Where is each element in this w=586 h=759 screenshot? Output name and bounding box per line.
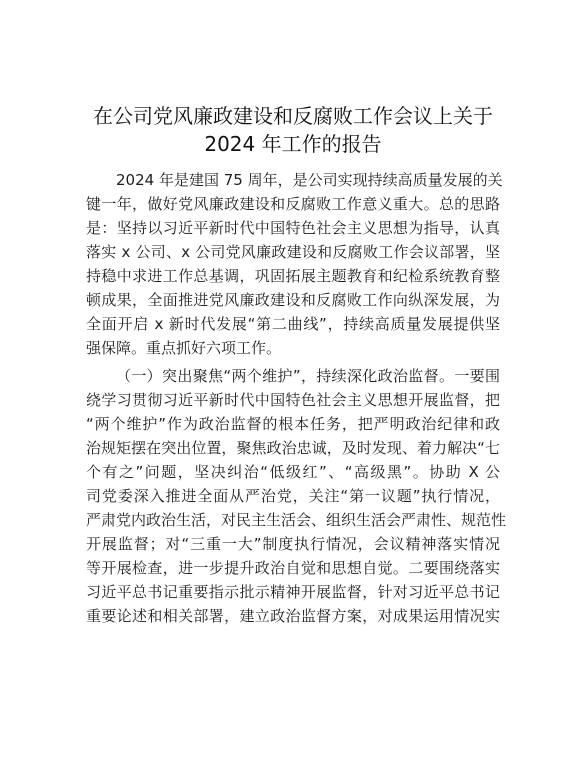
paragraph-line: 绕学习贯彻习近平新时代中国特色社会主义思想开展监督，把 [86, 391, 500, 409]
document-title-line-2: 2024 年工作的报告 [204, 132, 382, 156]
document-title-line-1: 在公司党风廉政建设和反腐败工作会议上关于 [93, 104, 493, 128]
paragraph-line: 司党委深入推进全面从严治党，关注“第一议题”执行情况， [86, 487, 500, 505]
paragraph-line: 等开展检查，进一步提升政治自觉和思想自觉。二要围绕落实 [86, 559, 500, 577]
paragraph-line: “两个维护”作为政治监督的根本任务，把严明政治纪律和政 [86, 415, 500, 433]
paragraph-line: 严肃党内政治生活，对民主生活会、组织生活会严肃性、规范性 [86, 511, 507, 529]
paragraph-line: 开展监督；对“三重一大”制度执行情况，会议精神落实情况 [86, 535, 500, 553]
paragraph-line: 个有之”问题，坚决纠治“低级红”、“高级黑”。协助 X 公 [86, 463, 500, 481]
paragraph-line: 习近平总书记重要指示批示精神开展监督，针对习近平总书记 [86, 583, 500, 601]
paragraph-line: 强保障。重点抓好六项工作。 [86, 339, 282, 357]
paragraph-line: （一）突出聚焦“两个维护”，持续深化政治监督。一要围 [116, 367, 500, 385]
paragraph-line: 持稳中求进工作总基调，巩固拓展主题教育和纪检系统教育整 [86, 267, 500, 285]
paragraph-line: 顿成果，全面推进党风廉政建设和反腐败工作向纵深发展，为 [86, 291, 500, 309]
paragraph-line: 治规矩摆在突出位置，聚焦政治忠诚，及时发现、着力解决“七 [86, 439, 500, 457]
paragraph-line: 全面开启 x 新时代发展“第二曲线”，持续高质量发展提供坚 [86, 315, 500, 333]
paragraph-line: 键一年，做好党风廉政建设和反腐败工作意义重大。总的思路 [86, 195, 500, 213]
paragraph-line: 是：坚持以习近平新时代中国特色社会主义思想为指导，认真 [86, 219, 500, 237]
paragraph-line: 重要论述和相关部署，建立政治监督方案，对成果运用情况实 [86, 607, 500, 625]
paragraph-line: 2024 年是建国 75 周年，是公司实现持续高质量发展的关 [116, 171, 503, 189]
paragraph-line: 落实 x 公司、x 公司党风廉政建设和反腐败工作会议部署，坚 [86, 243, 500, 261]
